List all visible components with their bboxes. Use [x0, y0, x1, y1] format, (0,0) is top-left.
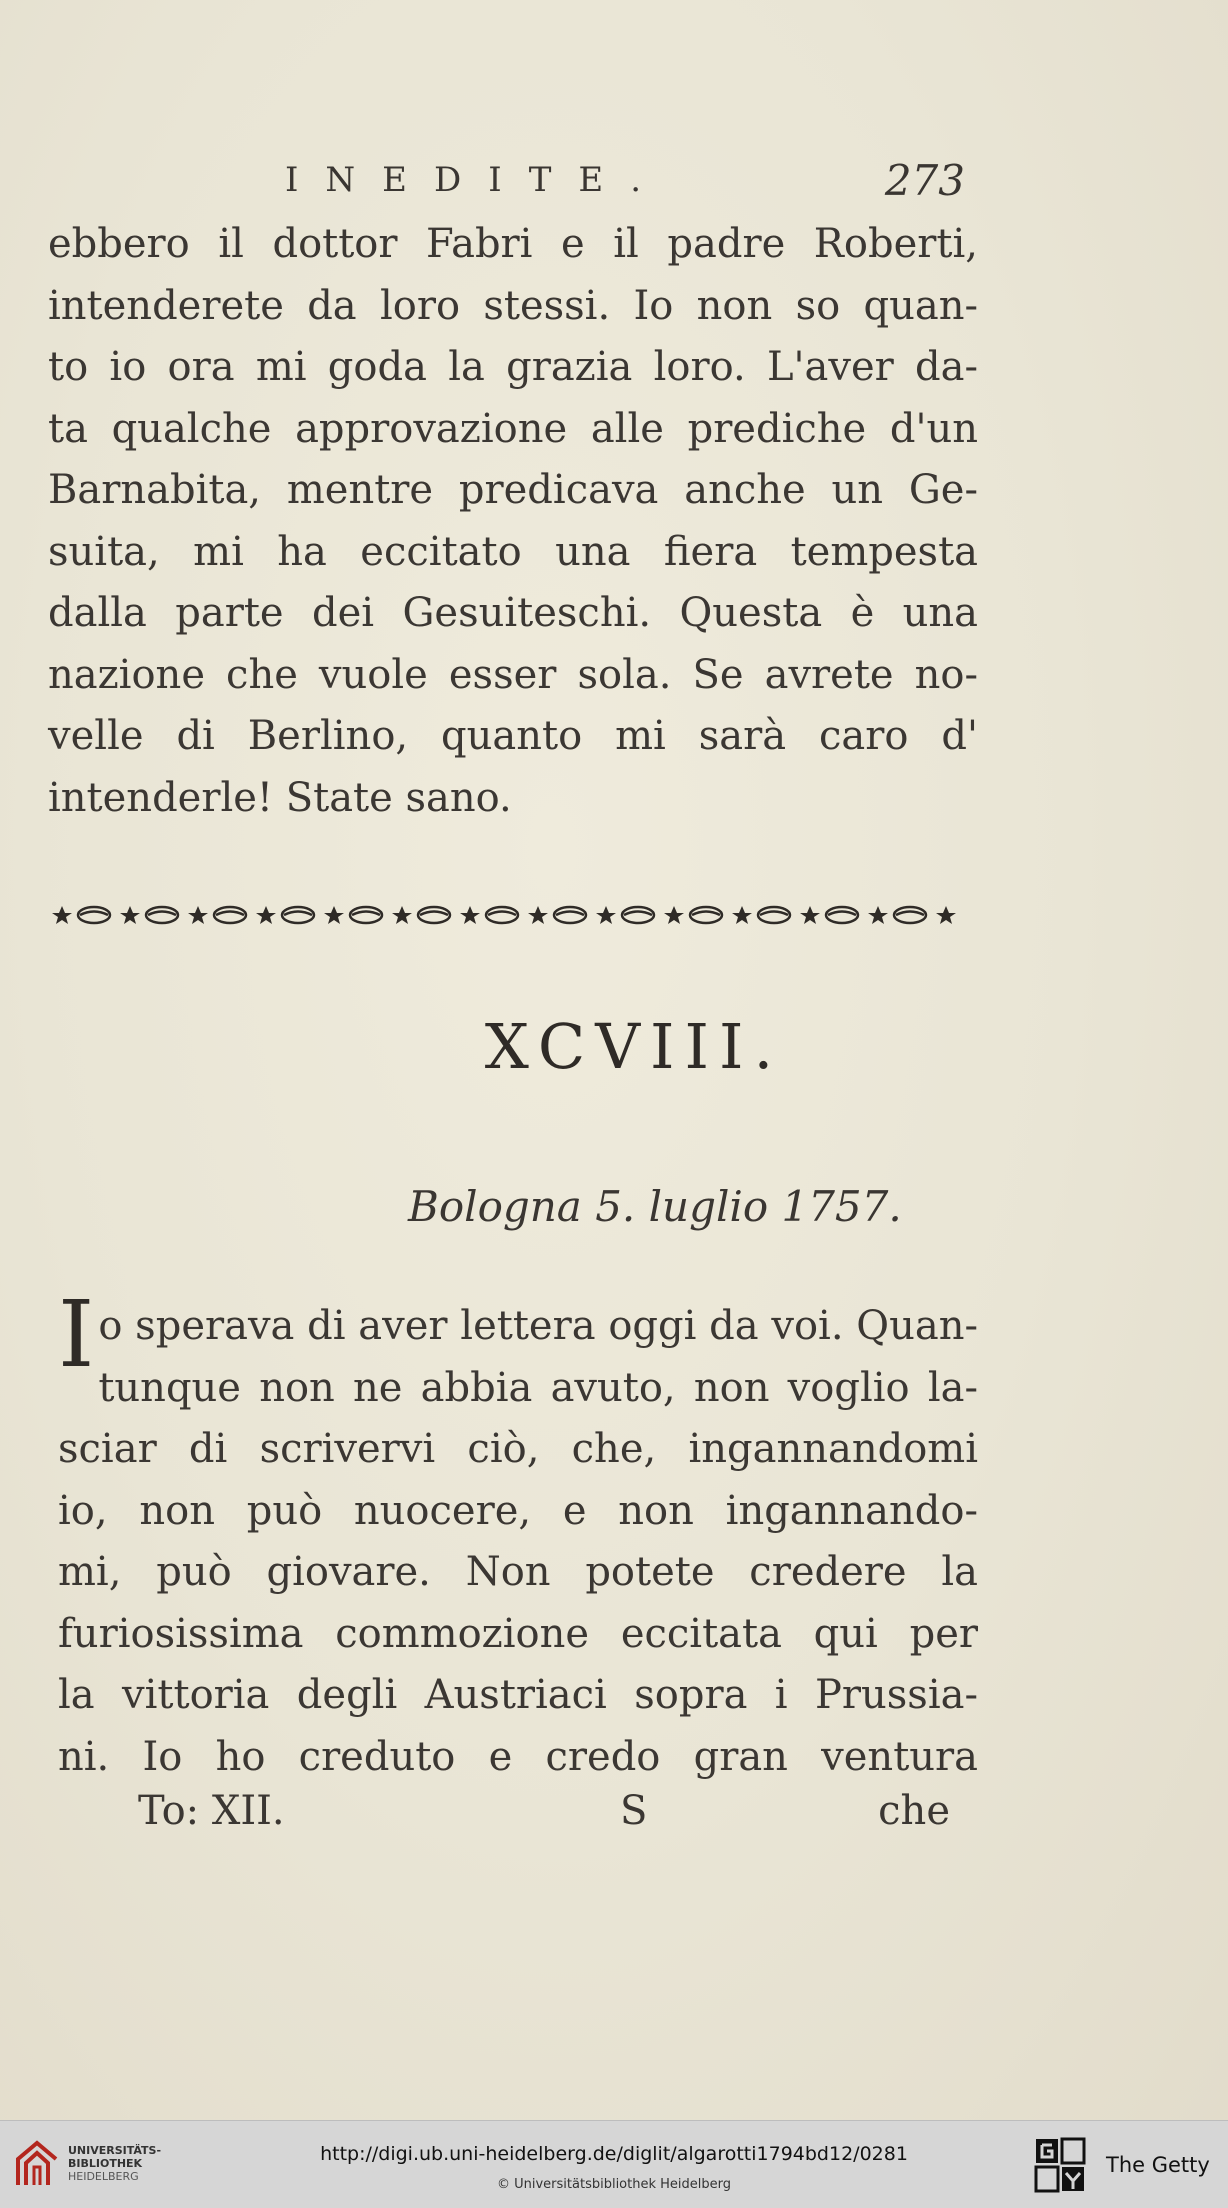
permalink-url[interactable]: http://digi.ub.uni-heidelberg.de/diglit/algarotti1794bd12/0281 [320, 2143, 908, 2165]
page-number: 273 [884, 156, 965, 205]
ornamental-divider [48, 888, 978, 938]
text-line: intenderle! State sano. [48, 774, 512, 821]
text-line: o sperava di aver lettera oggi da voi. Quan- [98, 1303, 978, 1349]
chapter-number: XCVIII. [484, 1010, 784, 1083]
text-line: dalla parte dei Gesuiteschi. Questa è una [48, 590, 978, 636]
text-line: suita, mi ha eccitato una fiera tempesta [48, 528, 978, 575]
text-line: nazione che vuole esser sola. Se avrete no- [48, 651, 978, 698]
running-head [285, 156, 965, 210]
library-name-line: HEIDELBERG [68, 2170, 139, 2183]
dateline: Bologna 5. luglio 1757. [408, 1182, 902, 1231]
signature-line [58, 1788, 978, 1848]
text-line: mi, può giovare. Non potete credere la [58, 1549, 978, 1595]
library-name-line: UNIVERSITÄTS- [68, 2144, 162, 2157]
text-line: sciar di scrivervi ciò, che, ingannandomi [58, 1426, 978, 1472]
volume-mark: To: XII. [138, 1788, 285, 1834]
getty-logo-icon [1034, 2137, 1086, 2195]
library-name-line: BIBLIOTHEK [68, 2157, 143, 2170]
text-line: intenderete da loro stessi. Io non so quan- [48, 282, 978, 329]
viewer-footer [0, 2120, 1228, 2208]
paragraph-continued-letter [48, 214, 978, 829]
text-line: ebbero il dottor Fabri e il padre Roberti, [48, 221, 978, 267]
partner-name: The Getty [1106, 2153, 1210, 2177]
text-line: Barnabita, mentre predicava anche un Ge- [48, 467, 978, 513]
text-line: furiosissima commozione eccitata qui per [58, 1610, 978, 1657]
text-line: velle di Berlino, quanto mi sarà caro d' [48, 713, 978, 759]
sheet-signature: S [620, 1788, 648, 1834]
text-line: ta qualche approvazione alle prediche d'un [48, 405, 978, 452]
running-title: INEDITE. [285, 160, 668, 200]
text-line: to io ora mi goda la grazia loro. L'aver da- [48, 344, 978, 390]
catchword: che [878, 1788, 950, 1834]
text-line: tunque non ne abbia avuto, non voglio la- [98, 1364, 978, 1411]
text-line: ni. Io ho creduto e credo gran ventura [58, 1733, 978, 1780]
text-line: la vittoria degli Austriaci sopra i Prussia- [58, 1672, 978, 1718]
drop-cap: I [58, 1281, 95, 1388]
text-line: io, non può nuocere, e non ingannando- [58, 1487, 978, 1534]
paragraph-letter-body [58, 1281, 978, 1788]
copyright-notice: © Universitätsbibliothek Heidelberg [496, 2177, 731, 2192]
